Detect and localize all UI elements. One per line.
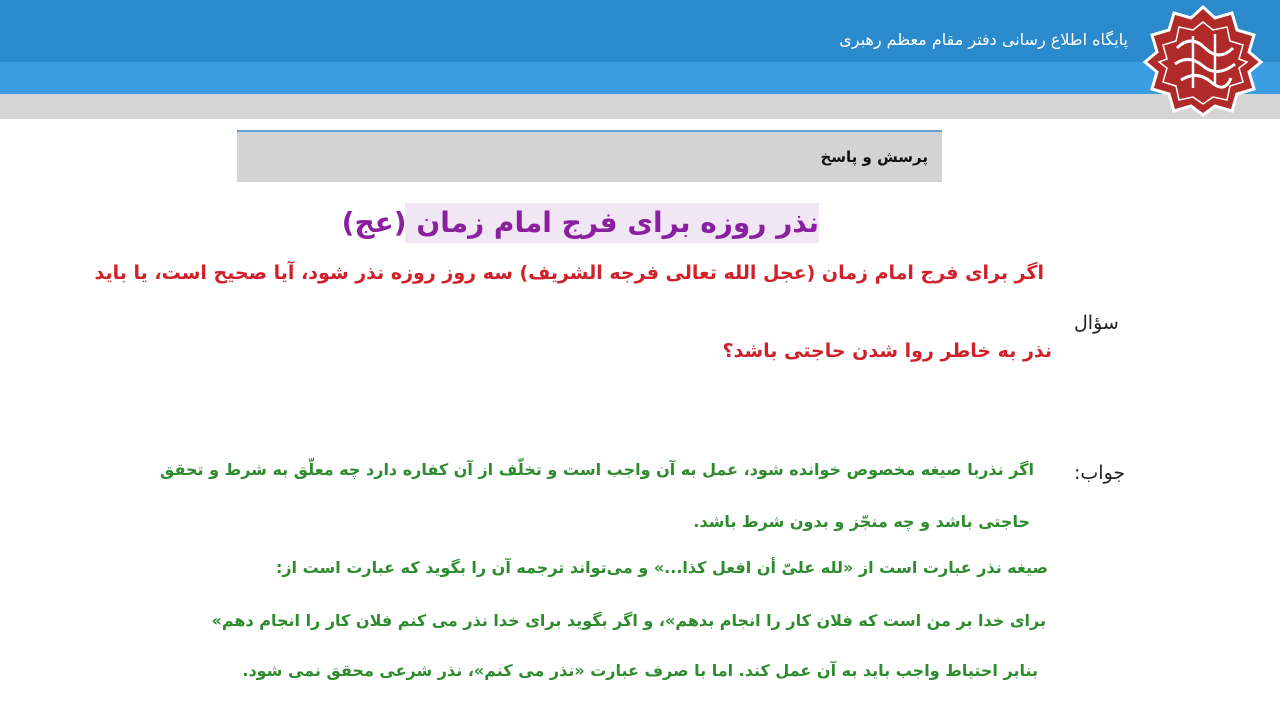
- header-band: [0, 62, 1280, 94]
- site-title[interactable]: پایگاه اطلاع رسانی دفتر مقام معظم رهبری: [839, 30, 1128, 49]
- question-text-line: نذر به خاطر روا شدن حاجتی باشد؟: [722, 340, 1052, 362]
- answer-label: جواب:: [1074, 462, 1126, 484]
- header-gray-strip: [0, 94, 1280, 119]
- logo-seal-icon: [1141, 4, 1265, 116]
- answer-text-line: برای خدا بر من است که فلان کار را انجام بدهم»، و اگر بگوید برای خدا نذر می کنم فلان کار را انجام دهم»: [211, 611, 1046, 630]
- answer-text-line: حاجتی باشد و چه منجّز و بدون شرط باشد.: [693, 512, 1030, 531]
- answer-text-line: اگر نذربا صیغه مخصوص خوانده شود، عمل به آن واجب است و تخلّف از آن کفاره دارد چه معلّق به شرط و تحقق: [160, 460, 1034, 479]
- answer-text-line: بنابر احتیاط واجب باید به آن عمل کند. اما با صرف عبارت «نذر می کنم»، نذر شرعی محقق نمی شود.: [242, 661, 1038, 680]
- section-title: پرسش و پاسخ: [820, 148, 928, 166]
- question-text-line: اگر برای فرج امام زمان (عجل الله تعالی فرجه الشریف) سه روز روزه نذر شود، آیا صحیح است، یا باید: [94, 262, 1044, 284]
- leader-logo[interactable]: [1141, 4, 1265, 116]
- answer-text-line: صیغه نذر عبارت است از «لله علیّ أن افعل کذا...» و می‌تواند ترجمه آن را بگوید که عبارت است از:: [275, 558, 1048, 577]
- article-headline: نذر روزه برای فرج امام زمان (عج): [405, 203, 819, 243]
- question-label: سؤال: [1074, 312, 1119, 334]
- section-header: [237, 130, 942, 182]
